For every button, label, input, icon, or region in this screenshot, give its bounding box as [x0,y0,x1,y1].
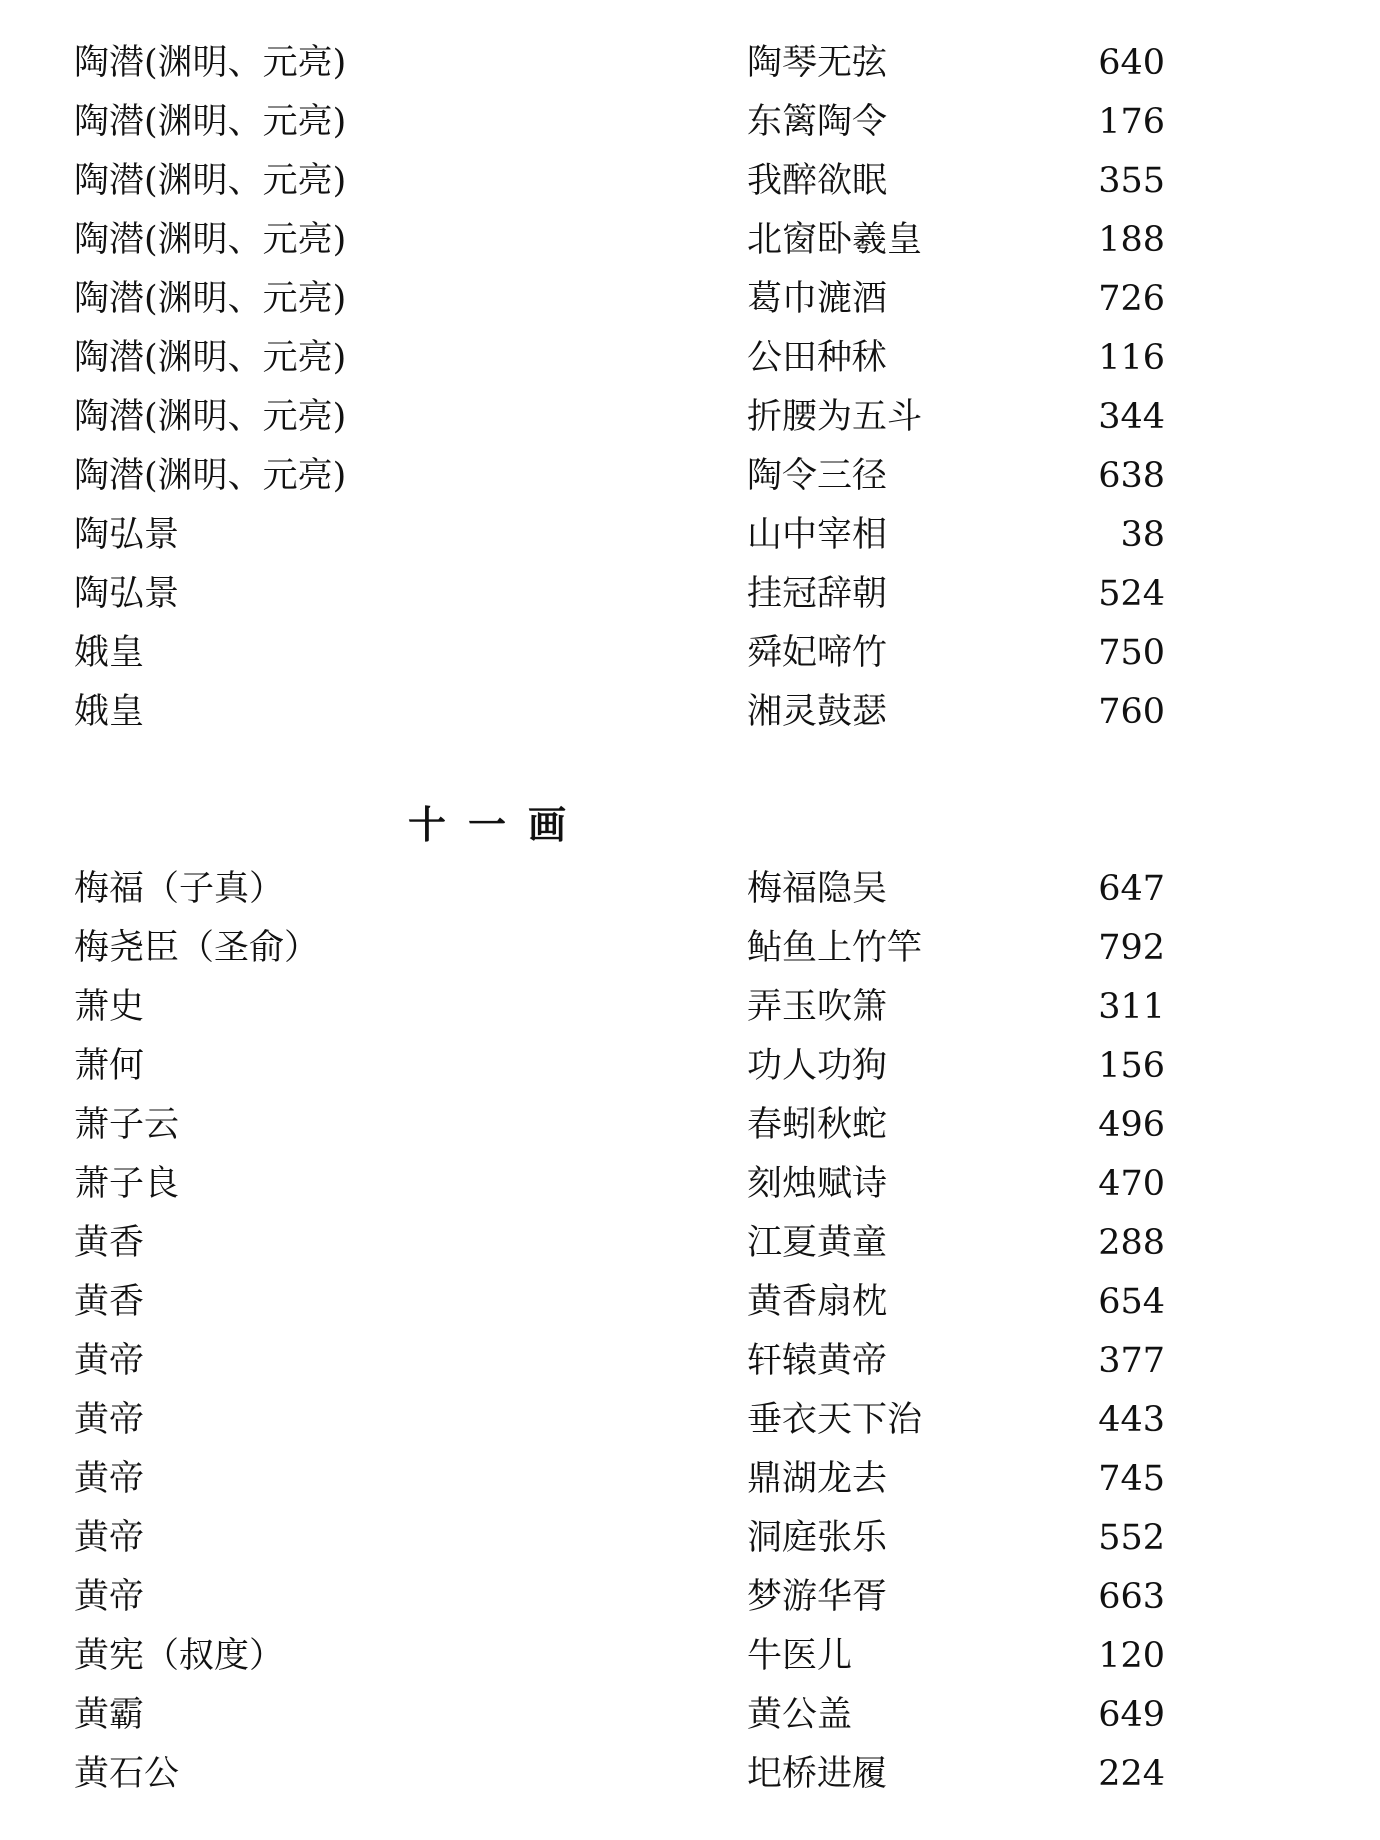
page-number: 120 [1098,1636,1165,1676]
index-row [0,506,1380,564]
page-number: 750 [1098,633,1165,673]
allusion-title: 折腰为五斗 [747,397,923,437]
index-row [0,1627,1380,1685]
person-name: 萧何 [74,1046,145,1086]
index-row [0,388,1380,446]
page-number: 524 [1098,574,1165,614]
person-name: 黄石公 [74,1754,180,1794]
person-name: 黄帝 [74,1341,145,1381]
index-row [0,152,1380,210]
allusion-title: 功人功狗 [747,1046,888,1086]
index-row [0,211,1380,269]
index-row [0,1509,1380,1567]
person-name: 陶潜(渊明、元亮) [74,220,347,260]
person-name: 黄香 [74,1282,145,1322]
allusion-title: 洞庭张乐 [747,1518,888,1558]
index-row [0,34,1380,92]
section-heading: 十一画 [408,802,589,847]
page-number: 726 [1098,279,1165,319]
allusion-title: 圯桥进履 [747,1754,888,1794]
allusion-title: 梅福隐吴 [747,869,888,909]
allusion-title: 湘灵鼓瑟 [747,692,888,732]
index-row [0,447,1380,505]
page-number: 470 [1098,1164,1165,1204]
person-name: 陶潜(渊明、元亮) [74,43,347,83]
index-row [0,860,1380,918]
index-row [0,1273,1380,1331]
person-name: 娥皇 [74,633,145,673]
allusion-title: 陶令三径 [747,456,888,496]
person-name: 梅尧臣（圣俞） [74,928,320,968]
index-row [0,1332,1380,1390]
allusion-title: 鲇鱼上竹竿 [747,928,923,968]
page-number: 552 [1098,1518,1165,1558]
page-number: 344 [1098,397,1165,437]
page-number: 288 [1098,1223,1165,1263]
person-name: 陶潜(渊明、元亮) [74,279,347,319]
allusion-title: 黄香扇枕 [747,1282,888,1322]
person-name: 黄帝 [74,1459,145,1499]
index-row [0,683,1380,741]
page-number: 638 [1098,456,1165,496]
index-row [0,1686,1380,1744]
index-row [0,1745,1380,1803]
page-number: 760 [1098,692,1165,732]
allusion-title: 刻烛赋诗 [747,1164,888,1204]
index-row [0,978,1380,1036]
page-number: 156 [1098,1046,1165,1086]
person-name: 黄帝 [74,1577,145,1617]
page-number: 443 [1098,1400,1165,1440]
page-number: 176 [1098,102,1165,142]
allusion-title: 梦游华胥 [747,1577,888,1617]
person-name: 黄香 [74,1223,145,1263]
allusion-title: 我醉欲眠 [747,161,888,201]
person-name: 陶弘景 [74,574,180,614]
index-row [0,1214,1380,1272]
page-number: 188 [1098,220,1165,260]
index-row [0,624,1380,682]
person-name: 陶潜(渊明、元亮) [74,397,347,437]
person-name: 黄帝 [74,1400,145,1440]
allusion-title: 舜妃啼竹 [747,633,888,673]
person-name: 陶潜(渊明、元亮) [74,102,347,142]
page-number: 647 [1098,869,1165,909]
index-row [0,93,1380,151]
person-name: 陶潜(渊明、元亮) [74,161,347,201]
allusion-title: 山中宰相 [747,515,888,555]
allusion-title: 江夏黄童 [747,1223,888,1263]
page-number: 355 [1098,161,1165,201]
allusion-title: 弄玉吹箫 [747,987,888,1027]
allusion-title: 挂冠辞朝 [747,574,888,614]
page-number: 377 [1098,1341,1165,1381]
person-name: 娥皇 [74,692,145,732]
person-name: 萧子良 [74,1164,180,1204]
person-name: 萧子云 [74,1105,180,1145]
person-name: 萧史 [74,987,145,1027]
index-row [0,329,1380,387]
index-row [0,1037,1380,1095]
person-name: 黄霸 [74,1695,145,1735]
person-name: 陶潜(渊明、元亮) [74,456,347,496]
page-number: 649 [1098,1695,1165,1735]
page-number: 663 [1098,1577,1165,1617]
index-row [0,1096,1380,1154]
page-number: 38 [1120,515,1165,555]
index-row [0,1155,1380,1213]
person-name: 陶潜(渊明、元亮) [74,338,347,378]
allusion-title: 垂衣天下治 [747,1400,923,1440]
page-number: 116 [1098,338,1165,378]
allusion-title: 陶琴无弦 [747,43,888,83]
person-name: 梅福（子真） [74,869,285,909]
allusion-title: 春蚓秋蛇 [747,1105,888,1145]
index-row [0,270,1380,328]
allusion-title: 牛医儿 [747,1636,853,1676]
page-number: 745 [1098,1459,1165,1499]
person-name: 陶弘景 [74,515,180,555]
allusion-title: 葛巾漉酒 [747,279,888,319]
allusion-title: 黄公盖 [747,1695,853,1735]
index-row [0,565,1380,623]
index-row [0,1391,1380,1449]
person-name: 黄宪（叔度） [74,1636,285,1676]
page-number: 792 [1098,928,1165,968]
allusion-title: 公田种秫 [747,338,888,378]
page-number: 654 [1098,1282,1165,1322]
allusion-title: 轩辕黄帝 [747,1341,888,1381]
index-row [0,1450,1380,1508]
page-number: 311 [1098,987,1165,1027]
index-row [0,919,1380,977]
allusion-title: 鼎湖龙去 [747,1459,888,1499]
page-number: 496 [1098,1105,1165,1145]
person-name: 黄帝 [74,1518,145,1558]
allusion-title: 东篱陶令 [747,102,888,142]
allusion-title: 北窗卧羲皇 [747,220,923,260]
page-number: 640 [1098,43,1165,83]
index-row [0,1568,1380,1626]
page-number: 224 [1098,1754,1165,1794]
